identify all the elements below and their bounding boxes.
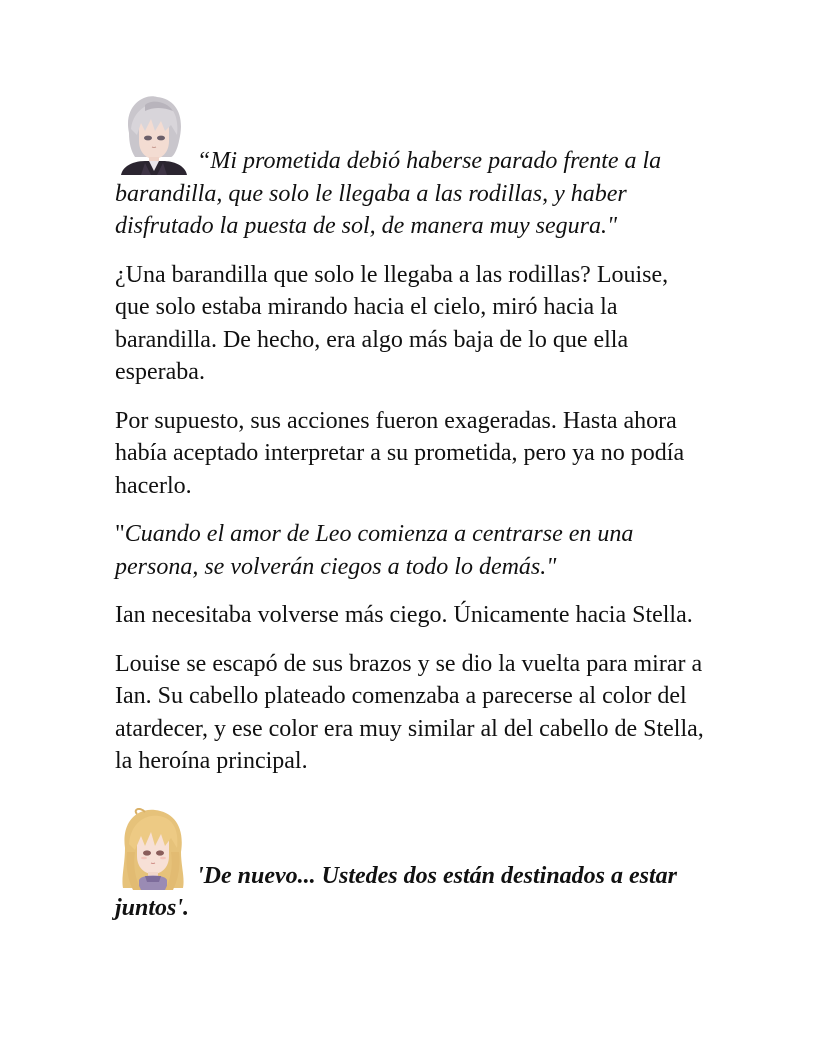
narration-paragraph: Louise se escapó de sus brazos y se dio la vuelta para mirar a Ian. Su cabello plateado comenzaba a parecerse al color del atardecer, y ese color era muy similar al del cabello de Stella, la heroína principal. — [115, 650, 704, 774]
narration-paragraph: Ian necesitaba volverse más ciego. Únicamente hacia Stella. — [115, 602, 693, 628]
ian-avatar-icon — [115, 95, 191, 175]
dialogue-text: “Mi prometida debió haberse parado frente a la barandilla, que solo le llegaba a las rodillas, y haber disfrutado la puesta de sol, de manera muy segura." — [115, 148, 662, 239]
narration-paragraph: Por supuesto, sus acciones fueron exageradas. Hasta ahora había aceptado interpretar a su prometida, pero ya no podía hacerlo. — [115, 407, 685, 499]
thought-block-louise — [115, 808, 705, 925]
louise-avatar-icon — [115, 808, 191, 890]
dialogue-block-ian — [115, 95, 705, 243]
quote-paragraph — [115, 518, 705, 583]
quote-text: Cuando el amor de Leo comienza a centrarse en una persona, se volverán ciegos a todo lo demás." — [115, 521, 634, 580]
document-page — [115, 95, 705, 941]
thought-text: 'De nuevo... Ustedes dos están destinados a estar juntos'. — [115, 862, 677, 921]
narration-paragraph: ¿Una barandilla que solo le llegaba a las rodillas? Louise, que solo estaba mirando hacia el cielo, miró hacia la barandilla. De hecho, era algo más baja de lo que ella esperaba. — [115, 261, 669, 385]
quote-open-mark: " — [115, 521, 125, 547]
